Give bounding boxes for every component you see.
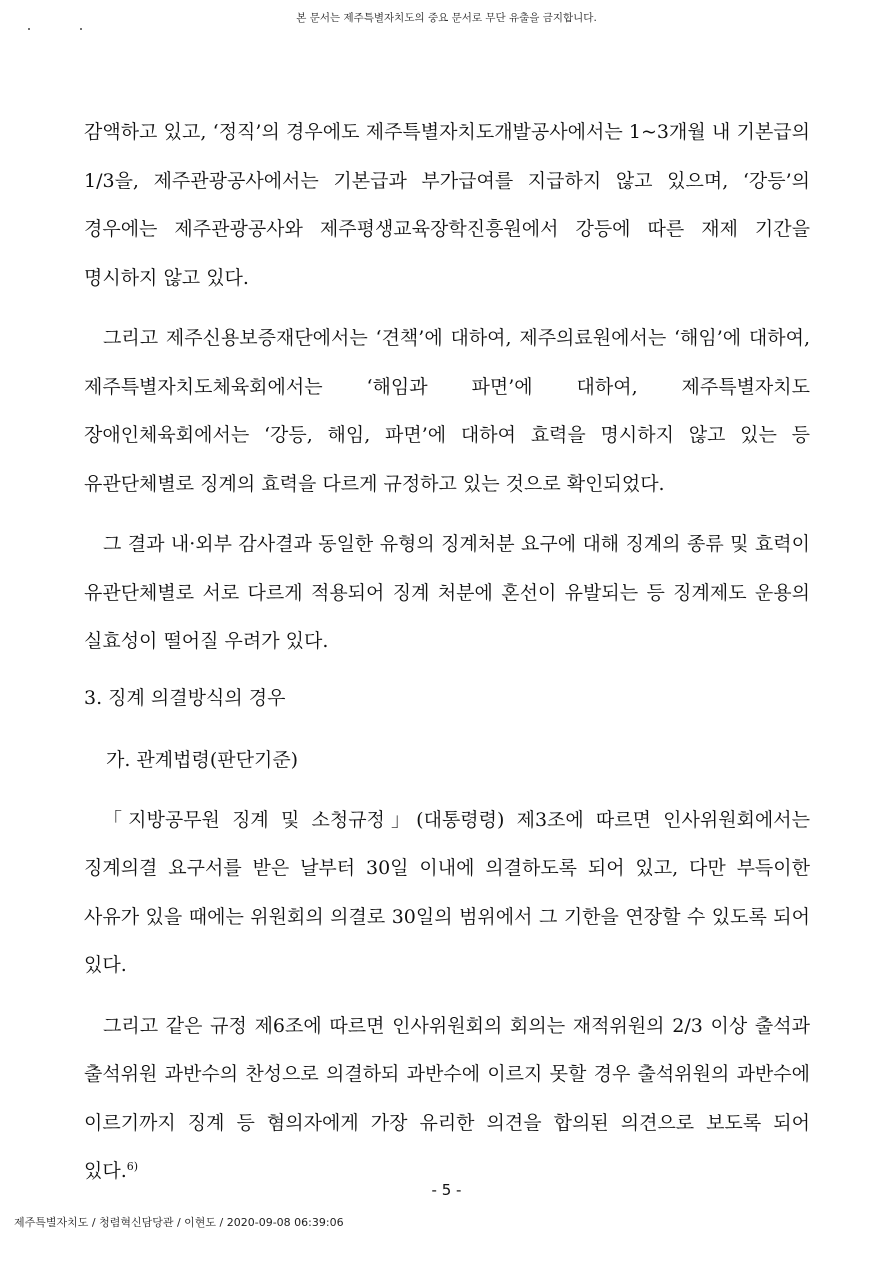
- confidential-notice: 본 문서는 제주특별자치도의 중요 문서로 무단 유출을 금지합니다.: [296, 12, 597, 24]
- scan-speck: [28, 28, 30, 30]
- footnote-reference: 6): [126, 1160, 139, 1173]
- paragraph-3: 그 결과 내·외부 감사결과 동일한 유형의 징계처분 요구에 대해 징계의 종류 및 효력이 유관단체별로 서로 다르게 적용되어 징계 처분에 혼선이 유발되는 등 징계제도 운용의 실효성이 떨어질 우려가 있다.: [84, 533, 810, 652]
- paragraph-5-text: 그리고 같은 규정 제6조에 따르면 인사위원회의 회의는 재적위원의 2/3 이상 출석과 출석위원 과반수의 찬성으로 의결하되 과반수에 이르지 못할 경우 출석위원의 과반수에 이르기까지 징계 등 혐의자에게 가장 유리한 의견을 합의된 의견으로 보도록 되어 있다.: [84, 1014, 810, 1182]
- document-body: [84, 108, 810, 1208]
- section-heading: 3. 징계 의결방식의 경우: [84, 686, 286, 709]
- paragraph-1: 감액하고 있고, ‘정직’의 경우에도 제주특별자치도개발공사에서는 1~3개월 내 기본급의 1/3을, 제주관광공사에서는 기본급과 부가급여를 지급하지 않고 있으며, ‘강등’의 경우에는 제주관광공사와 제주평생교육장학진흥원에서 강등에 따른 재제 기간을 명시하지 않고 있다.: [84, 121, 810, 289]
- paragraph-5: [84, 1002, 810, 1196]
- document-footer: 제주특별자치도 / 청렴혁신담당관 / 이현도 / 2020-09-08 06:39:06: [14, 1216, 344, 1229]
- paragraph-2: 그리고 제주신용보증재단에서는 ‘견책’에 대하여, 제주의료원에서는 ‘해임’에 대하여, 제주특별자치도체육회에서는 ‘해임과 파면’에 대하여, 제주특별자치도 장애인체육회에서는 ‘강등, 해임, 파면’에 대하여 효력을 명시하지 않고 있는 등 유관단체별로 징계의 효력을 다르게 규정하고 있는 것으로 확인되었다.: [84, 327, 810, 495]
- sub-heading: 가. 관계법령(판단기준): [106, 748, 299, 771]
- page-number: - 5 -: [431, 1181, 462, 1199]
- paragraph-4: 「지방공무원 징계 및 소청규정」(대통령령) 제3조에 따르면 인사위원회에서는 징계의결 요구서를 받은 날부터 30일 이내에 의결하도록 되어 있고, 다만 부득이한 사유가 있을 때에는 위원회의 의결로 30일의 범위에서 그 기한을 연장할 수 있도록 되어 있다.: [84, 808, 810, 976]
- scan-speck: [80, 28, 82, 30]
